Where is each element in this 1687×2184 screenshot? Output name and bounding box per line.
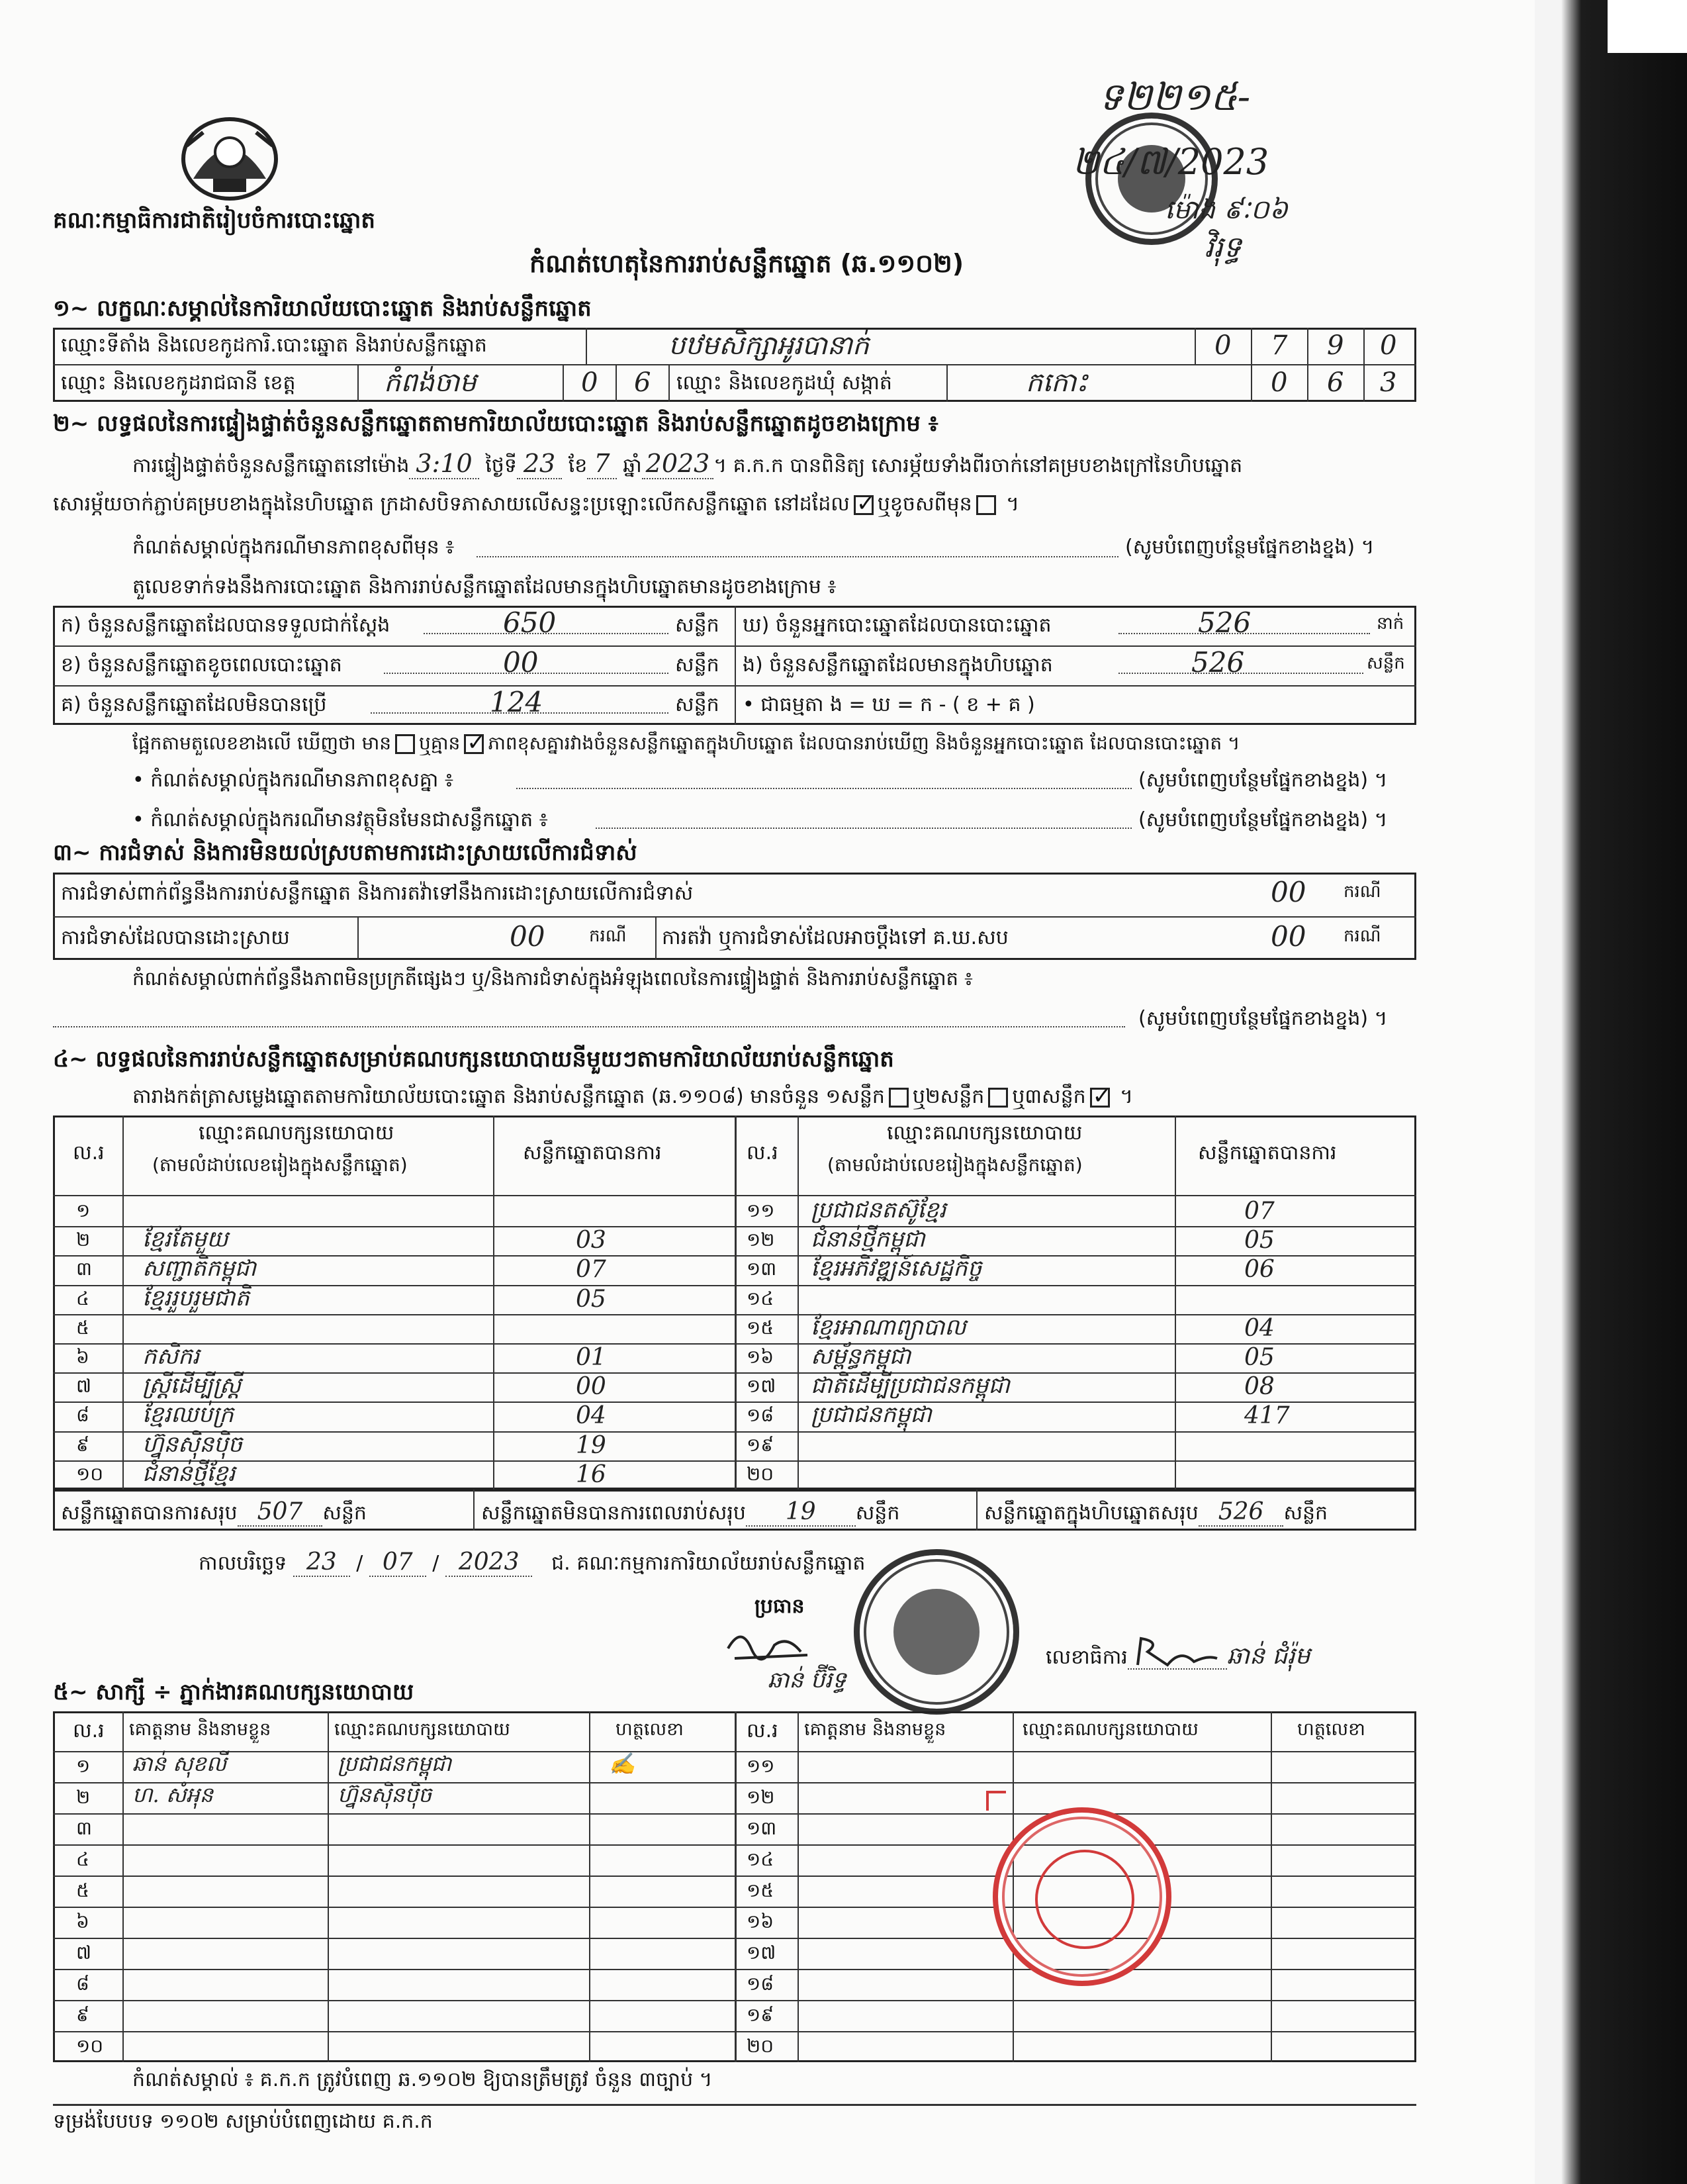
sheet-count-sentence: តារាងកត់ត្រាសម្លេងឆ្នោតតាមការិយាល័យបោះឆ្នោត និងរាប់សន្លឹកឆ្នោត (ឆ.១១០៨) មានចំនួន ១សន្លឹក ឬ២សន្លឹក ឬ៣សន្លឹក✓ ។: [132, 1086, 1133, 1108]
unused-ballots-value: 124: [490, 686, 543, 718]
agent-name: ឆាន់ សុខលី: [132, 1751, 227, 1776]
agent-row-no: ១៣: [747, 1817, 777, 1839]
total-box-value: 526: [1218, 1498, 1264, 1525]
party-row-votes: 08: [1244, 1373, 1275, 1401]
party-row-no: ៣: [76, 1258, 92, 1280]
section1-heading: ១~ លក្ខណៈសម្គាល់នៃការិយាល័យបោះឆ្នោត និងរាប់សន្លឹកឆ្នោត: [53, 295, 592, 322]
commune-label: ឈ្មោះ និងលេខកូដឃុំ សង្កាត់: [676, 371, 892, 395]
voters-value: 526: [1198, 606, 1252, 639]
nec-emblem-logo: [173, 106, 286, 205]
party-row-name: ហ្វ៊ុនស៊ិនប៉ិច: [142, 1431, 243, 1458]
party-row-votes: 07: [1244, 1198, 1275, 1225]
party-row-no: ៦: [76, 1346, 89, 1368]
three-sheet-checkbox[interactable]: [1090, 1088, 1110, 1108]
col-votes-header: សន្លឹកឆ្នោតបានការ: [1198, 1141, 1337, 1164]
party-row-votes: 03: [576, 1227, 606, 1255]
party-row-name: ខ្មែរអភិវឌ្ឍន៍សេដ្ឋកិច្ច: [811, 1255, 982, 1282]
red-mark: [986, 1791, 989, 1811]
two-sheet-checkbox[interactable]: [988, 1088, 1008, 1108]
row-divider: [53, 1285, 1416, 1286]
agent-row-no: ៧: [76, 1942, 91, 1964]
province-label: ឈ្មោះ និងលេខកូដរាជធានី ខេត្ត: [61, 371, 296, 395]
total-invalid-text: សន្លឹកឆ្នោតមិនបានការពេលរាប់សរុប 19 សន្លឹក: [481, 1498, 900, 1525]
party-row-no: ២: [76, 1229, 91, 1251]
party-row-votes: 07: [576, 1256, 606, 1284]
agent-signature: ✍: [609, 1751, 635, 1776]
verification-sentence: ការផ្ទៀងផ្ទាត់ចំនួនសន្លឹកឆ្នោតនៅម៉ោង 3:10 ថ្ងៃទី 23 ខែ 7 ឆ្នាំ 2023 ។ គ.ក.ក បានពិនិត្យ សោរម្ភ័យទាំងពីរចាក់នៅគម្របខាងក្រៅនៃហិបឆ្នោត: [132, 449, 1243, 478]
section4-heading: ៤~ លទ្ធផលនៃការរាប់សន្លឹកឆ្នោតសម្រាប់គណបក្សនយោបាយនីមួយៗតាមការិយាល័យរាប់សន្លឹកឆ្នោត: [53, 1046, 894, 1072]
voters-label: ឃ) ចំនួនអ្នកបោះឆ្នោតដែលបានបោះឆ្នោត: [743, 614, 1052, 637]
unit-case: ករណី: [589, 926, 627, 946]
date-day: 23: [293, 1549, 350, 1577]
agent-party: ប្រជាជនកម្ពុជា: [338, 1751, 452, 1776]
party-row-no: ៩: [76, 1433, 89, 1456]
agent-row-no: ១៦: [747, 1911, 774, 1932]
station-code-digit: 0: [1380, 330, 1397, 361]
row-divider: [53, 1372, 1416, 1374]
station-code-digit: 7: [1271, 330, 1288, 361]
chair-title: ប្រធាន: [754, 1595, 805, 1618]
scan-white-corner: [1608, 0, 1687, 53]
party-row-votes: 05: [576, 1285, 606, 1313]
agent-col-sign: ហត្ថលេខា: [616, 1719, 684, 1740]
appeal-label: ការតវ៉ា ឬការជំទាស់ដែលអាចប្តឹងទៅ គ.ឃ.សប: [662, 926, 1009, 949]
objections-label: ការជំទាស់ពាក់ព័ន្ធនឹងការរាប់សន្លឹកឆ្នោត និងការតវ៉ាទៅនឹងការដោះស្រាយលើការជំទាស់: [61, 882, 694, 905]
party-row-name: ប្រជាជនកម្ពុជា: [811, 1401, 932, 1429]
row-divider: [53, 1431, 1416, 1433]
party-row-name: សម្ព័ន្ធកម្ពុជា: [811, 1343, 911, 1370]
party-row-name: ជំនាន់ថ្មីកម្ពុជា: [811, 1226, 925, 1253]
agent-col-no: ល.រ: [73, 1719, 105, 1742]
party-row-name: ខ្មែររួបរួមជាតិ: [142, 1284, 250, 1311]
row-divider: [53, 1226, 1416, 1227]
agent-row-no: ៥: [76, 1879, 89, 1901]
received-ballots-label: ក) ចំនួនសន្លឹកឆ្នោតដែលបានទទួលជាក់ស្តែង: [61, 614, 390, 637]
received-ballots-value: 650: [503, 606, 557, 639]
polling-station-label: ឈ្មោះទីតាំង និងលេខកូដការិ.បោះឆ្នោត និងរាប់សន្លឹកឆ្នោត: [61, 334, 487, 357]
verify-month: 7: [587, 450, 616, 479]
agent-name: ហ. សំអុន: [132, 1782, 213, 1807]
party-row-no: ១: [76, 1200, 91, 1221]
verify-day: 23: [517, 450, 562, 479]
agent-col-party: ឈ្មោះគណបក្សនយោបាយ: [334, 1719, 510, 1740]
footnote: កំណត់សម្គាល់ ៖ គ.ក.ក ត្រូវបំពេញ ឆ.១១០២ ឱ្យបានត្រឹមត្រូវ ចំនួន ៣ច្បាប់ ។: [132, 2068, 713, 2091]
party-row-votes: 01: [576, 1344, 606, 1371]
agent-row-no: ៦: [76, 1911, 89, 1932]
handwritten-initials: វិរុទ្ធ: [1205, 230, 1242, 264]
party-row-votes: 19: [576, 1431, 606, 1459]
col-party-subheader: (តាមលំដាប់លេខរៀងក្នុងសន្លឹកឆ្នោត): [827, 1154, 1083, 1176]
col-party-subheader: (តាមលំដាប់លេខរៀងក្នុងសន្លឹកឆ្នោត): [152, 1154, 408, 1176]
row-divider: [53, 1343, 1416, 1345]
commune-code-digit: 0: [1271, 367, 1288, 398]
party-row-votes: 06: [1244, 1256, 1275, 1284]
party-row-votes: 04: [576, 1402, 606, 1430]
see-back-note: (សូមបំពេញបន្ថែមផ្នែកខាងខ្នង) ។: [1138, 808, 1388, 831]
party-row-name: ខ្មែរអាណាព្យាបាល: [811, 1313, 966, 1341]
row-divider: [53, 1401, 1416, 1403]
party-row-no: ១៨: [747, 1404, 774, 1427]
bullet-difference-note: • កំណត់សម្គាល់ក្នុងករណីមានភាពខុសគ្នា ៖: [132, 769, 454, 792]
party-row-name: សញ្ជាតិកម្ពុជា: [142, 1255, 256, 1282]
unit-case: ករណី: [1344, 882, 1381, 902]
total-valid-text: សន្លឹកឆ្នោតបានការសរុប 507 សន្លឹក: [61, 1498, 367, 1525]
party-row-votes: 417: [1244, 1402, 1290, 1430]
chair-signature: [721, 1622, 814, 1668]
one-sheet-checkbox[interactable]: [889, 1088, 909, 1108]
agent-row-no: ៩: [76, 2004, 89, 2026]
party-row-name: ខ្មែរឈប់ក្រ: [142, 1401, 234, 1429]
ballots-in-box-value: 526: [1191, 646, 1245, 679]
chair-name: ឆាន់ ប៊ីរិទ្ធ: [768, 1667, 846, 1693]
unchanged-checkbox[interactable]: [854, 495, 874, 515]
agent-col-no: ល.រ: [747, 1719, 778, 1742]
party-row-no: ១៧: [747, 1375, 776, 1398]
agent-row-no: ១៥: [747, 1879, 774, 1901]
difference-check-sentence: ផ្អែកតាមតួលេខខាងលើ ឃើញថា មាន ឬគ្មាន✓ ភាពខុសគ្នារវាងចំនួនសន្លឹកឆ្នោតក្នុងហិបឆ្នោត ដែលបានរាប់ឃើញ និងចំនួនអ្នកបោះឆ្នោត ដែលបានបោះឆ្នោត ។: [132, 734, 1240, 754]
secretary-signature: [1134, 1635, 1220, 1668]
see-back-note: (សូមបំពេញបន្ថែមផ្នែកខាងខ្នង) ។: [1125, 536, 1375, 559]
section5-heading: ៥~ សាក្សី ÷ ភ្នាក់ងារគណបក្សនយោបាយ: [53, 1679, 414, 1705]
verify-time: 3:10: [409, 450, 479, 479]
province-name: កំពង់ចាម: [384, 367, 477, 398]
row-divider: [53, 1460, 1416, 1462]
party-row-votes: 05: [1244, 1227, 1275, 1255]
changed-checkbox[interactable]: [976, 495, 996, 515]
party-row-no: ១១: [747, 1200, 775, 1221]
unit-case: ករណី: [1344, 926, 1381, 946]
agent-row-no: ២: [76, 1786, 91, 1808]
has-difference-checkbox[interactable]: [395, 734, 415, 754]
resolved-value: 00: [510, 920, 545, 953]
unit-sheet: សន្លឹក: [675, 614, 719, 637]
document-title: កំណត់ហេតុនៃការរាប់សន្លឹកឆ្នោត (ឆ.១១០២): [529, 249, 964, 278]
see-back-note: (សូមបំពេញបន្ថែមផ្នែកខាងខ្នង) ។: [1138, 769, 1388, 792]
party-row-name: ខ្មែរតែមួយ: [142, 1226, 228, 1253]
col-no-header: ល.រ: [73, 1141, 105, 1164]
agent-row-no: ១២: [747, 1786, 775, 1808]
formula: • ជាធម្មតា ង = ឃ = ក - ( ខ + គ ): [743, 693, 1035, 716]
seal-status-sentence: សោរម្ភ័យចាក់ភ្ជាប់គម្របខាងក្នុងនៃហិបឆ្នោត ក្រដាសបិទភាសាយលើសន្ទះប្រឡោះលើកសន្លឹកឆ្នោត នៅដដែល✓ ឬខូចសពីមុន ។: [53, 493, 1019, 515]
spoiled-ballots-label: ខ) ចំនួនសន្លឹកឆ្នោតខូចពេលបោះឆ្នោត: [61, 653, 342, 677]
agent-row-no: ១: [76, 1755, 91, 1777]
col-party-header: ឈ្មោះគណបក្សនយោបាយ: [199, 1121, 394, 1145]
secretary-line: លេខាធិការ ឆាន់ ជំរ៉ុម: [1046, 1635, 1310, 1670]
party-row-votes: 04: [1244, 1314, 1275, 1342]
agent-col-party: ឈ្មោះគណបក្សនយោបាយ: [1023, 1719, 1199, 1740]
party-row-no: ៥: [76, 1316, 89, 1339]
total-box-text: សន្លឹកឆ្នោតក្នុងហិបឆ្នោតសរុប 526 សន្លឹក: [984, 1498, 1328, 1525]
agent-row-no: ១៩: [747, 2004, 774, 2026]
bullet-foreign-object-note: • កំណត់សម្គាល់ក្នុងករណីមានវត្ថុមិនមែនជាសន្លឹកឆ្នោត ៖: [132, 808, 548, 831]
secretary-name: ឆាន់ ជំរ៉ុម: [1226, 1642, 1310, 1670]
party-row-no: ១៣: [747, 1258, 777, 1280]
col-party-header: ឈ្មោះគណបក្សនយោបាយ: [887, 1121, 1083, 1145]
party-row-votes: 16: [576, 1460, 606, 1488]
party-row-no: ១០: [76, 1462, 104, 1485]
party-row-no: ១៤: [747, 1287, 774, 1309]
agent-row-no: ២០: [747, 2035, 774, 2057]
col-no-header: ល.រ: [747, 1141, 778, 1164]
spoiled-ballots-value: 00: [503, 646, 539, 679]
party-row-name: ជំនាន់ថ្មីខ្មែរ: [142, 1460, 236, 1487]
party-row-no: ១២: [747, 1229, 775, 1251]
agent-row-no: ១៨: [747, 1973, 774, 1995]
total-invalid-value: 19: [785, 1498, 816, 1525]
unit-sheet: សន្លឹក: [675, 693, 719, 716]
handwritten-date: ២៤/៧/2023: [1072, 141, 1269, 183]
resolved-label: ការជំទាស់ដែលបានដោះស្រាយ: [61, 926, 290, 949]
polling-station-name: បឋមសិក្សាអូរបានាក់: [668, 330, 870, 361]
agent-row-no: ១១: [747, 1755, 775, 1777]
agent-row-no: ១៤: [747, 1848, 774, 1870]
row-divider: [53, 1255, 1416, 1257]
no-difference-checkbox[interactable]: [464, 734, 484, 754]
ballots-in-box-label: ង) ចំនួនសន្លឹកឆ្នោតដែលមានក្នុងហិបឆ្នោត: [743, 653, 1053, 677]
station-code-digit: 9: [1327, 330, 1344, 361]
section3-heading: ៣~ ការជំទាស់ និងការមិនយល់ស្របតាមការដោះស្រាយលើការជំទាស់: [53, 839, 637, 866]
agent-col-name: គោត្តនាម និងនាមខ្លួន: [129, 1719, 271, 1740]
row-divider: [53, 1314, 1416, 1315]
party-row-no: ៨: [76, 1404, 89, 1427]
party-row-name: ប្រជាជនតស៊ូខ្មែរ: [811, 1197, 946, 1223]
see-back-note: (សូមបំពេញបន្ថែមផ្នែកខាងខ្នង) ។: [1138, 1007, 1388, 1030]
agent-party: ហ្វ៊ុនស៊ិនប៉ិច: [338, 1782, 432, 1807]
scan-dark-edge: [1535, 0, 1687, 2184]
agent-row-no: ១០: [76, 2035, 104, 2057]
form-footer: ទម្រង់បែបបទ ១១០២ សម្រាប់បំពេញដោយ គ.ក.ក: [53, 2110, 433, 2133]
party-row-no: ៧: [76, 1375, 91, 1398]
date-year: 2023: [445, 1549, 533, 1577]
appeal-value: 00: [1271, 920, 1306, 953]
org-name: គណៈកម្មាធិការជាតិរៀបចំការបោះឆ្នោត: [53, 207, 376, 234]
verify-year: 2023: [642, 450, 714, 479]
party-row-no: ១៦: [747, 1346, 774, 1368]
note-line: [477, 556, 1118, 557]
agent-row-no: ៨: [76, 1973, 89, 1995]
party-row-name: កសិករ: [142, 1343, 200, 1370]
party-row-no: ១៥: [747, 1316, 774, 1339]
figures-intro: តួលេខទាក់ទងនឹងការបោះឆ្នោត និងការរាប់សន្លឹកឆ្នោតដែលមានក្នុងហិបឆ្នោតមានដូចខាងក្រោម ៖: [132, 575, 837, 598]
party-row-name: ស្ត្រីដើម្បីស្ត្រី: [142, 1372, 242, 1400]
party-row-votes: 00: [576, 1373, 606, 1401]
agent-row-no: ១៧: [747, 1942, 776, 1964]
agent-col-sign: ហត្ថលេខា: [1297, 1719, 1365, 1740]
province-code-digit: 6: [634, 367, 651, 398]
irregularity-note-label: កំណត់សម្គាល់ពាក់ព័ន្ធនឹងភាពមិនប្រក្រតីផ្សេងៗ ឬ/និងការជំទាស់ក្នុងអំឡុងពេលនៃការផ្ទៀងផ្ទាត់ និងការរាប់សន្លឹកឆ្នោត ៖: [132, 967, 973, 990]
handwritten-reference: ទ២២១៥-: [1099, 74, 1251, 119]
date-committee-line: កាលបរិច្ឆេទ 23 / 07 / 2023 ជ. គណៈកម្មការការិយាល័យរាប់សន្លឹកឆ្នោត: [199, 1548, 866, 1576]
party-row-no: ២០: [747, 1462, 774, 1485]
unit-person: នាក់: [1377, 614, 1404, 634]
date-month: 07: [369, 1549, 426, 1577]
commune-code-digit: 6: [1327, 367, 1344, 398]
commune-name: កកោះ: [1026, 367, 1088, 398]
unit-sheet: សន្លឹក: [675, 653, 719, 677]
unused-ballots-label: គ) ចំនួនសន្លឹកឆ្នោតដែលមិនបានប្រើ: [61, 693, 327, 716]
red-official-seal: [993, 1807, 1171, 1986]
col-votes-header: សន្លឹកឆ្នោតបានការ: [523, 1141, 662, 1164]
party-row-name: ជាតិដើម្បីប្រជាជនកម្ពុជា: [811, 1372, 1010, 1400]
party-row-no: ១៩: [747, 1433, 774, 1456]
unit-sheet: សន្លឹក: [1367, 653, 1405, 673]
party-row-votes: 05: [1244, 1344, 1275, 1371]
province-code-digit: 0: [581, 367, 598, 398]
total-valid-value: 507: [257, 1498, 303, 1525]
party-row-no: ៤: [76, 1287, 89, 1309]
handwritten-time: ម៉ោង ៩ៈ០៦: [1165, 195, 1289, 225]
agent-row-no: ៣: [76, 1817, 92, 1839]
station-code-digit: 0: [1214, 330, 1232, 361]
agent-row-no: ៤: [76, 1848, 89, 1870]
agent-col-name: គោត្តនាម និងនាមខ្លួន: [804, 1719, 946, 1740]
section2-heading: ២~ លទ្ធផលនៃការផ្ទៀងផ្ទាត់ចំនួនសន្លឹកឆ្នោតតាមការិយាល័យបោះឆ្នោត និងរាប់សន្លឹកឆ្នោតដូចខាងក្រោម ៖: [53, 410, 938, 437]
difference-note-label: កំណត់សម្គាល់ក្នុងករណីមានភាពខុសពីមុន ៖: [132, 536, 455, 559]
objections-value: 00: [1271, 876, 1306, 908]
commune-code-digit: 3: [1380, 367, 1397, 398]
committee-seal: [854, 1549, 1019, 1715]
red-mark: [986, 1791, 1006, 1793]
